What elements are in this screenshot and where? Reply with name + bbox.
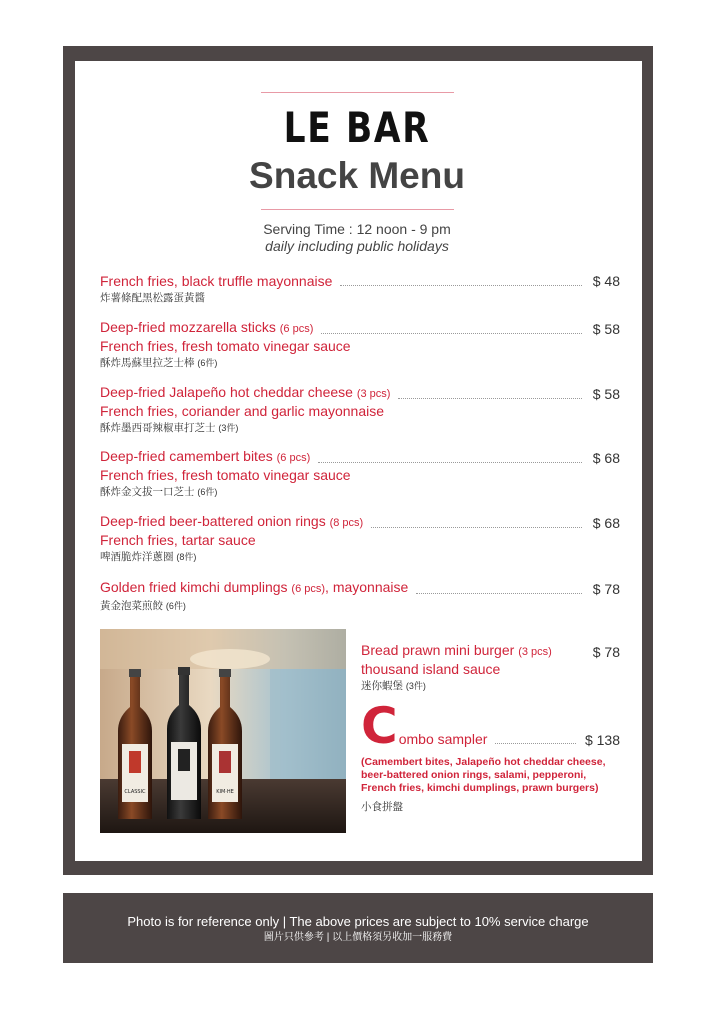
- dot-leader: [321, 332, 582, 334]
- item-name-zh: 炸薯條配黑松露蛋黃醬: [100, 292, 205, 304]
- item-name-zh: 迷你蝦堡: [361, 680, 403, 692]
- item-price: $ 78: [592, 644, 620, 660]
- footer-note-en: Photo is for reference only | The above prices are subject to 10% service charge: [127, 914, 589, 929]
- item-price: $ 68: [592, 450, 620, 466]
- combo-price: $ 138: [584, 732, 620, 748]
- dot-leader: [318, 461, 582, 463]
- item-subline: French fries, tartar sauce: [100, 532, 256, 548]
- item-pcs-zh: (6件): [197, 487, 218, 497]
- combo-sampler: [361, 697, 620, 814]
- combo-name: ombo sampler: [398, 731, 488, 747]
- dot-leader: [495, 742, 576, 744]
- combo-description: (Camembert bites, Jalapeño hot cheddar cheese, beer-battered onion rings, salami, pepperoni, French fries, kimchi dumplings, prawn burgers): [361, 756, 606, 794]
- combo-name-zh: 小食拼盤: [361, 801, 403, 813]
- dot-leader: [416, 592, 582, 594]
- item-name-zh: 啤酒脆炸洋蔥圈: [100, 551, 174, 563]
- menu-item: [100, 513, 620, 565]
- item-name: French fries, black truffle mayonnaise: [100, 273, 333, 289]
- item-name: Deep-fried camembert bites: [100, 448, 273, 464]
- page-subtitle: Snack Menu: [249, 155, 465, 196]
- item-pcs: (6 pcs): [291, 583, 326, 595]
- item-pcs-zh: (3件): [405, 681, 426, 691]
- item-subline: French fries, coriander and garlic mayonnaise: [100, 403, 385, 419]
- beer-bottles-illustration: [100, 629, 346, 833]
- bottle-label: KIM·HE: [216, 789, 234, 795]
- item-pcs: (6 pcs): [279, 323, 314, 335]
- item-pcs-zh: (6件): [197, 358, 218, 368]
- item-name: Golden fried kimchi dumplings: [100, 579, 288, 595]
- dot-leader: [398, 397, 582, 399]
- beer-bottles-photo: [100, 629, 346, 833]
- footer-bar: [63, 893, 653, 963]
- item-price: $ 68: [592, 515, 620, 531]
- menu-item: [100, 319, 620, 371]
- bottle-label: CLASSIC: [124, 789, 146, 795]
- menu-item: [100, 384, 620, 436]
- dot-leader: [371, 526, 582, 528]
- item-name-tail: , mayonnaise: [325, 579, 409, 595]
- dot-leader: [340, 284, 582, 286]
- combo-initial: C: [361, 697, 398, 755]
- page-title: LE BAR: [283, 103, 431, 152]
- bottom-rule: [261, 209, 454, 210]
- item-price: $ 58: [592, 386, 620, 402]
- menu-item: [100, 579, 620, 614]
- item-pcs: (6 pcs): [276, 452, 311, 464]
- item-pcs: (3 pcs): [518, 646, 552, 658]
- item-name: Deep-fried Jalapeño hot cheddar cheese: [100, 384, 353, 400]
- item-name-zh: 酥炸金文拔一口芝士: [100, 486, 195, 498]
- menu-item-burger: [361, 642, 620, 694]
- item-pcs-zh: (6件): [165, 601, 186, 611]
- item-subline: French fries, fresh tomato vinegar sauce: [100, 338, 351, 354]
- item-price: $ 58: [592, 321, 620, 337]
- menu-item: [100, 448, 620, 500]
- menu-item: [100, 273, 620, 306]
- item-pcs: (8 pcs): [329, 517, 364, 529]
- item-pcs: (3 pcs): [356, 388, 391, 400]
- item-price: $ 78: [592, 581, 620, 597]
- item-pcs-zh: (8件): [176, 552, 197, 562]
- item-price: $ 48: [592, 273, 620, 289]
- item-name-zh: 酥炸馬蘇里拉芝士棒: [100, 357, 195, 369]
- top-rule: [261, 92, 454, 93]
- item-name: Deep-fried beer-battered onion rings: [100, 513, 326, 529]
- item-name: Bread prawn mini burger: [361, 642, 515, 658]
- item-name-zh: 黃金泡菜煎餃: [100, 600, 163, 612]
- serving-time: Serving Time : 12 noon - 9 pm: [263, 221, 451, 237]
- item-name-zh: 酥炸墨西哥辣椒車打芝士: [100, 422, 216, 434]
- footer-note-zh: 圖片只供參考 | 以上價格須另收加一服務費: [263, 932, 453, 943]
- item-pcs-zh: (3件): [218, 423, 239, 433]
- item-subline: French fries, fresh tomato vinegar sauce: [100, 467, 351, 483]
- item-name: Deep-fried mozzarella sticks: [100, 319, 276, 335]
- item-subline: thousand island sauce: [361, 661, 501, 677]
- serving-days: daily including public holidays: [265, 238, 449, 254]
